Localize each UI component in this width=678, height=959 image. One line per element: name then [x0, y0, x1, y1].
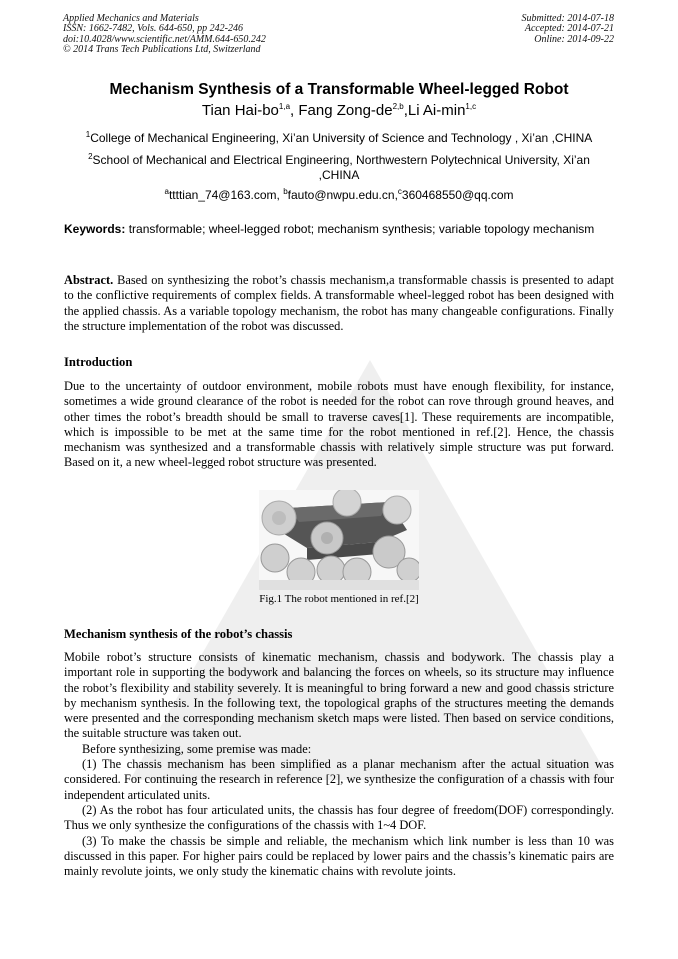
journal-name: Applied Mechanics and Materials	[63, 13, 199, 24]
body-paragraph: (1) The chassis mechanism has been simplified as a planar mechanism after the actual situation was considered. For continuing the research in reference [2], we synthesize the configuration of a chassis with four independent articulated units.	[64, 757, 614, 802]
online-date: Online: 2014-09-22	[534, 33, 614, 45]
robot-figure-image	[259, 490, 419, 590]
author-separator: ,	[290, 102, 299, 119]
email-text: fauto@nwpu.edu.cn,	[287, 188, 398, 202]
abstract-label: Abstract.	[64, 273, 114, 287]
accepted-date: Accepted: 2014-07-21	[524, 23, 614, 35]
author-superscript: 2,b	[392, 102, 404, 111]
affiliation-2	[70, 153, 608, 183]
affiliation-1	[70, 131, 608, 146]
keywords-block	[64, 222, 614, 237]
email-text: 360468550@qq.com	[401, 188, 514, 202]
introduction-paragraph: Due to the uncertainty of outdoor environment, mobile robots must have enough flexibility, for instance, sometimes a wide ground clearance of the robot is needed for the robot can rove through ground heaves, and other times the robot’s breadth should be small to traverse caves[1]. These requirements are incompatible, which is impossible to be met at the same time for the robot mentioned in ref.[2]. Hence, the chassis mechanism was synthesized and a transformable chassis with relatively simple structure was put forward. Based on it, a new wheel-legged robot structure was presented.	[64, 379, 614, 470]
journal-issn: ISSN: 1662-7482, Vols. 644-650, pp 242-246	[63, 23, 243, 35]
affiliation-superscript: 1	[85, 130, 91, 139]
keywords-text: transformable; wheel-legged robot; mechanism synthesis; variable topology mechanism	[128, 222, 595, 236]
submission-dates	[522, 14, 615, 56]
email-superscript: b	[283, 187, 288, 196]
journal-doi: doi:10.4028/www.scientific.net/AMM.644-650.242	[63, 33, 266, 45]
author-superscript: 1,c	[465, 102, 477, 111]
journal-info	[63, 14, 266, 56]
author-superscript: 1,a	[278, 102, 291, 111]
affiliation-superscript: 2	[88, 152, 93, 161]
body-paragraph: (2) As the robot has four articulated units, the chassis has four degree of freedom(DOF) correspondingly. Thus we only synthesize the configurations of the chassis with 1~4 DOF.	[64, 802, 614, 833]
abstract-block	[64, 273, 614, 334]
section-heading-mechanism-synthesis: Mechanism synthesis of the robot’s chassis	[64, 627, 293, 641]
submitted-date: Submitted: 2014-07-18	[521, 13, 614, 24]
email-text: ttttian_74@163.com,	[168, 188, 284, 202]
figure-caption: Fig.1 The robot mentioned in ref.[2]	[259, 593, 419, 605]
author-name: Li Ai-min	[407, 102, 466, 119]
paper-title: Mechanism Synthesis of a Transformable Wheel-legged Robot	[109, 81, 569, 98]
email-superscript: c	[397, 187, 402, 196]
journal-header	[63, 14, 614, 56]
author-name: Fang Zong-de	[298, 102, 393, 119]
introduction-heading: Introduction	[64, 355, 133, 369]
body-paragraph: Before synthesizing, some premise was made:	[82, 741, 312, 756]
email-superscript: a	[164, 187, 169, 196]
section-body	[64, 650, 614, 879]
author-separator: ,	[403, 102, 408, 119]
author-emails	[0, 188, 678, 202]
body-paragraph: Mobile robot’s structure consists of kinematic mechanism, chassis and bodywork. The chassis play a important role in supporting the bodywork and balancing the forces on wheels, so its structure may influence the robot’s flexibility and stability severely. It is meaningful to bring forward a new and good chassis stricture by mechanism synthesis. In the following text, the topological graphs of the structures meeting the demands were presented and the corresponding mechanism sketch maps were listed. Then based on service conditions, the suitable structure was taken out.	[64, 650, 614, 741]
author-name: Tian Hai-bo	[201, 102, 279, 119]
keywords-label: Keywords:	[64, 222, 126, 236]
abstract-text: Based on synthesizing the robot’s chassis mechanism,a transformable chassis is presented to adapt to the conflictive requirements of complex fields. A transformable wheel-legged robot has been designed with the applied chassis. As a variable topology mechanism, the robot has many changeable configurations. Finally the structure implementation of the robot was discussed.	[64, 273, 614, 333]
body-paragraph: (3) To make the chassis be simple and reliable, the mechanism which link number is less than 10 was discussed in this paper. For higher pairs could be replaced by lower pairs and the chassis’s kinematic pairs are mainly revolute joints, we only study the kinematic chains with revolute joints.	[64, 833, 614, 879]
affiliation-text: College of Mechanical Engineering, Xi’an University of Science and Technology , Xi’an ,CHINA	[90, 131, 593, 145]
journal-copyright: © 2014 Trans Tech Publications Ltd, Switzerland	[63, 44, 261, 56]
affiliation-text: School of Mechanical and Electrical Engineering, Northwestern Polytechnical University, Xi’an ,CHINA	[92, 153, 590, 182]
author-list	[0, 102, 678, 119]
